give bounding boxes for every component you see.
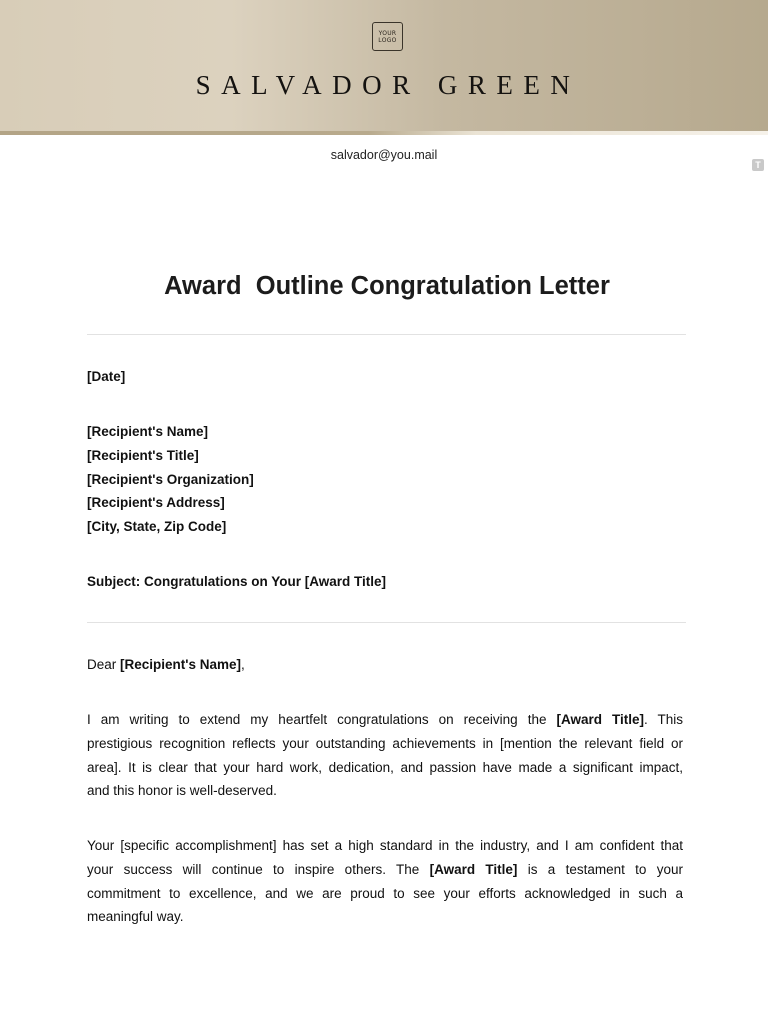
brand-name: SALVADOR GREEN bbox=[195, 70, 581, 100]
body-paragraph-1 bbox=[87, 708, 683, 803]
p1-line1-text-a: I am writing to extend my heartfelt congratulations on receiving the bbox=[87, 712, 557, 727]
paragraph-2-line-2 bbox=[87, 858, 683, 882]
p1-line1-text-b: . This bbox=[643, 712, 683, 727]
header-band bbox=[0, 0, 768, 131]
paragraph-2-line-3: commitment to excellence, and we are proud to see your efforts acknowledged in such a bbox=[87, 885, 683, 901]
p2-line2-award-title: [Award Title] bbox=[429, 861, 518, 877]
logo-text-line1: YOUR bbox=[378, 29, 397, 37]
recipient-organization: [Recipient's Organization] bbox=[87, 472, 254, 487]
subject-line: Subject: Congratulations on Your [Award Title] bbox=[87, 574, 387, 589]
p2-line2-text-b: is a testament to your bbox=[517, 861, 684, 877]
recipient-city-state-zip: [City, State, Zip Code] bbox=[87, 519, 227, 534]
date-placeholder: [Date] bbox=[87, 369, 126, 384]
recipient-name: [Recipient's Name] bbox=[87, 424, 208, 439]
email-address: salvador@you.mail bbox=[330, 148, 438, 162]
paragraph-1-line-4: and this honor is well-deserved. bbox=[87, 783, 277, 799]
recipient-title: [Recipient's Title] bbox=[87, 448, 199, 463]
divider-middle bbox=[87, 622, 686, 623]
recipient-address: [Recipient's Address] bbox=[87, 495, 225, 510]
body-paragraph-2 bbox=[87, 834, 683, 929]
salutation-prefix: Dear bbox=[87, 657, 121, 672]
paragraph-2-line-4: meaningful way. bbox=[87, 909, 184, 925]
header-accent-line bbox=[0, 131, 768, 135]
paragraph-1-line-3: area]. It is clear that your hard work, dedication, and passion have made a significant impact, bbox=[87, 759, 683, 775]
logo-placeholder bbox=[372, 22, 403, 51]
p1-line1-award-title: [Award Title] bbox=[556, 712, 644, 727]
document-title: Award Outline Congratulation Letter bbox=[164, 272, 610, 300]
logo-text-line2: LOGO bbox=[378, 36, 397, 44]
p2-line2-text-a: your success will continue to inspire others. The bbox=[87, 861, 430, 877]
salutation bbox=[87, 657, 245, 672]
text-tool-icon[interactable]: T bbox=[752, 159, 764, 171]
paragraph-1-line-1 bbox=[87, 708, 683, 732]
salutation-name: [Recipient's Name] bbox=[120, 657, 242, 672]
salutation-suffix: , bbox=[241, 657, 245, 672]
logo-text bbox=[375, 30, 401, 44]
paragraph-1-line-2: prestigious recognition reflects your outstanding achievements in [mention the relevant field or bbox=[87, 735, 683, 751]
paragraph-2-line-1: Your [specific accomplishment] has set a high standard in the industry, and I am confident that bbox=[87, 838, 683, 853]
divider-top bbox=[87, 334, 686, 335]
